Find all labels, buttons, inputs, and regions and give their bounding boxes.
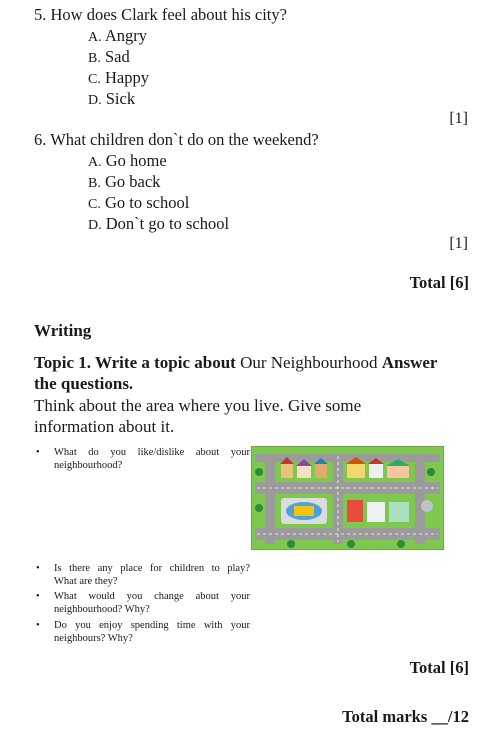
mark-6: [1]	[449, 235, 468, 252]
bullet-item-2: • Is there any place for children to play? What are they?	[36, 563, 250, 587]
instruction-line-2: information about it.	[34, 417, 175, 436]
option-5c: C. Happy	[88, 68, 149, 87]
bullet-icon: •	[36, 591, 40, 602]
neighbourhood-map-image	[251, 446, 444, 550]
topic-line-2: the questions.	[34, 374, 134, 393]
question-6: 6. What children don`t do on the weekend?	[34, 130, 319, 149]
option-6d: D. Don`t go to school	[88, 214, 230, 233]
option-6b: B. Go back	[88, 172, 161, 191]
question-5: 5. How does Clark feel about his city?	[34, 5, 287, 24]
option-6a: A. Go home	[88, 151, 167, 170]
mark-5: [1]	[449, 110, 468, 127]
bullet-item-3: • What would you change about your neighbourhood? Why?	[36, 591, 250, 615]
bullet-item-4: • Do you enjoy spending time with your neighbours? Why?	[36, 620, 250, 644]
reading-total: Total [6]	[409, 273, 469, 292]
bullet-icon: •	[36, 620, 40, 631]
option-6c: C. Go to school	[88, 193, 190, 212]
bullet-item-1: • What do you like/dislike about your neighbourhood?	[36, 447, 250, 471]
option-5b: B. Sad	[88, 47, 130, 66]
topic-line-1: Topic 1. Write a topic about Our Neighbourhood Answer	[34, 353, 438, 372]
writing-heading: Writing	[34, 321, 92, 340]
instruction-line-1: Think about the area where you live. Give some	[34, 396, 362, 415]
writing-total: Total [6]	[409, 658, 469, 677]
option-5a: A. Angry	[88, 26, 148, 45]
option-5d: D. Sick	[88, 89, 136, 108]
bullet-icon: •	[36, 563, 40, 574]
total-marks: Total marks __/12	[342, 707, 469, 726]
bullet-icon: •	[36, 447, 40, 458]
